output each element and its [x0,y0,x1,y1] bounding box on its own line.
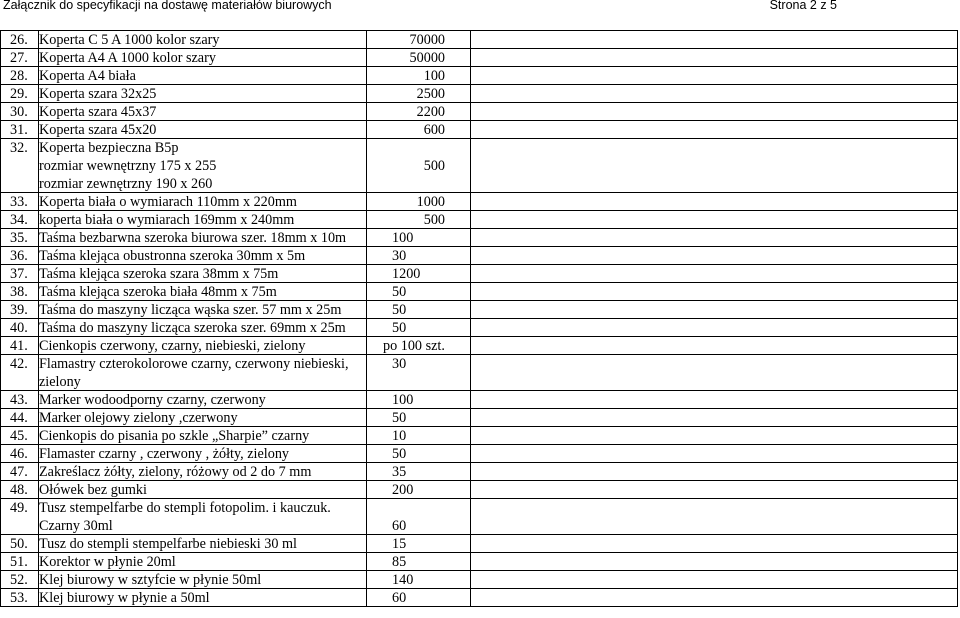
column-divider [0,30,1,607]
item-quantity: 50 [392,446,407,462]
item-quantity: 85 [392,554,407,570]
item-quantity: 100 [423,68,445,84]
row-number: 34. [10,212,28,228]
item-quantity: 10 [392,428,407,444]
item-name: Koperta C 5 A 1000 kolor szary [39,32,220,48]
row-number: 39. [10,302,28,318]
row-number: 36. [10,248,28,264]
item-quantity: 140 [392,572,414,588]
item-quantity: 50 [392,410,407,426]
row-number: 31. [10,122,28,138]
item-quantity: 30 [392,356,407,372]
row-number: 38. [10,284,28,300]
item-name: Taśma bezbarwna szeroka biurowa szer. 18mm x 10m [39,230,347,246]
item-name: Klej biurowy w płynie a 50ml [39,590,210,606]
row-divider [0,606,957,607]
row-number: 29. [10,86,28,102]
item-quantity: 100 [392,392,414,408]
item-name: Ołówek bez gumki [39,482,147,498]
item-name: rozmiar wewnętrzny 175 x 255 [39,158,217,174]
item-quantity: 600 [423,122,445,138]
row-number: 35. [10,230,28,246]
item-quantity: 60 [392,590,407,606]
item-quantity: 50000 [409,50,445,66]
item-name: Marker wodoodporny czarny, czerwony [39,392,266,408]
item-quantity: 70000 [409,32,445,48]
item-quantity: 1000 [416,194,445,210]
row-divider [0,66,957,67]
item-name: Taśma do maszyny licząca szeroka szer. 69mm x 25m [39,320,346,336]
row-number: 42. [10,356,28,372]
row-number: 40. [10,320,28,336]
item-name: Klej biurowy w sztyfcie w płynie 50ml [39,572,262,588]
item-name: Zakreślacz żółty, zielony, różowy od 2 do 7 mm [39,464,312,480]
item-quantity: 500 [423,212,445,228]
item-name: Taśma klejąca szeroka biała 48mm x 75m [39,284,277,300]
item-name: Taśma klejąca szeroka szara 38mm x 75m [39,266,279,282]
row-number: 45. [10,428,28,444]
item-quantity: 30 [392,248,407,264]
item-name: Taśma klejąca obustronna szeroka 30mm x 5m [39,248,306,264]
row-number: 37. [10,266,28,282]
row-number: 30. [10,104,28,120]
row-number: 43. [10,392,28,408]
item-name: Marker olejowy zielony ,czerwony [39,410,238,426]
item-name: Tusz stempelfarbe do stempli fotopolim. i kauczuk. [39,500,331,516]
item-quantity: 60 [392,518,407,534]
item-quantity: 2500 [416,86,445,102]
item-quantity: 15 [392,536,407,552]
item-name: Flamastry czterokolorowe czarny, czerwony niebieski, [39,356,349,372]
item-quantity: 50 [392,320,407,336]
item-quantity: 500 [423,158,445,174]
item-name: rozmiar zewnętrzny 190 x 260 [39,176,213,192]
item-quantity: 35 [392,464,407,480]
row-number: 51. [10,554,28,570]
item-name: Koperta A4 A 1000 kolor szary [39,50,216,66]
row-number: 50. [10,536,28,552]
row-number: 33. [10,194,28,210]
row-number: 49. [10,500,28,516]
item-quantity: po 100 szt. [383,338,445,354]
item-name: Koperta bezpieczna B5p [39,140,179,156]
item-name: Czarny 30ml [39,518,113,534]
column-divider [957,30,958,607]
page-number: Strona 2 z 5 [769,0,837,12]
item-name: Taśma do maszyny licząca wąska szer. 57 mm x 25m [39,302,342,318]
row-number: 32. [10,140,28,156]
row-number: 47. [10,464,28,480]
item-quantity: 200 [392,482,414,498]
item-name: Korektor w płynie 20ml [39,554,176,570]
item-name: Koperta biała o wymiarach 110mm x 220mm [39,194,297,210]
item-quantity: 2200 [416,104,445,120]
row-number: 41. [10,338,28,354]
item-name: Koperta szara 32x25 [39,86,157,102]
column-divider [366,30,367,607]
item-name: Flamaster czarny , czerwony , żółty, zielony [39,446,290,462]
item-name: Cienkopis czerwony, czarny, niebieski, zielony [39,338,306,354]
column-divider [470,30,471,607]
row-number: 28. [10,68,28,84]
item-name: zielony [39,374,81,390]
item-quantity: 100 [392,230,414,246]
row-number: 46. [10,446,28,462]
item-name: Koperta szara 45x37 [39,104,157,120]
item-name: Tusz do stempli stempelfarbe niebieski 30 ml [39,536,297,552]
item-quantity: 50 [392,284,407,300]
item-name: koperta biała o wymiarach 169mm x 240mm [39,212,295,228]
item-name: Koperta A4 biała [39,68,136,84]
row-number: 27. [10,50,28,66]
row-number: 53. [10,590,28,606]
item-name: Cienkopis do pisania po szkle „Sharpie” czarny [39,428,310,444]
row-number: 48. [10,482,28,498]
item-quantity: 50 [392,302,407,318]
column-divider [38,30,39,607]
row-number: 26. [10,32,28,48]
document-header-title: Załącznik do specyfikacji na dostawę materiałów biurowych [3,0,332,12]
row-number: 44. [10,410,28,426]
row-number: 52. [10,572,28,588]
item-quantity: 1200 [392,266,421,282]
item-name: Koperta szara 45x20 [39,122,157,138]
